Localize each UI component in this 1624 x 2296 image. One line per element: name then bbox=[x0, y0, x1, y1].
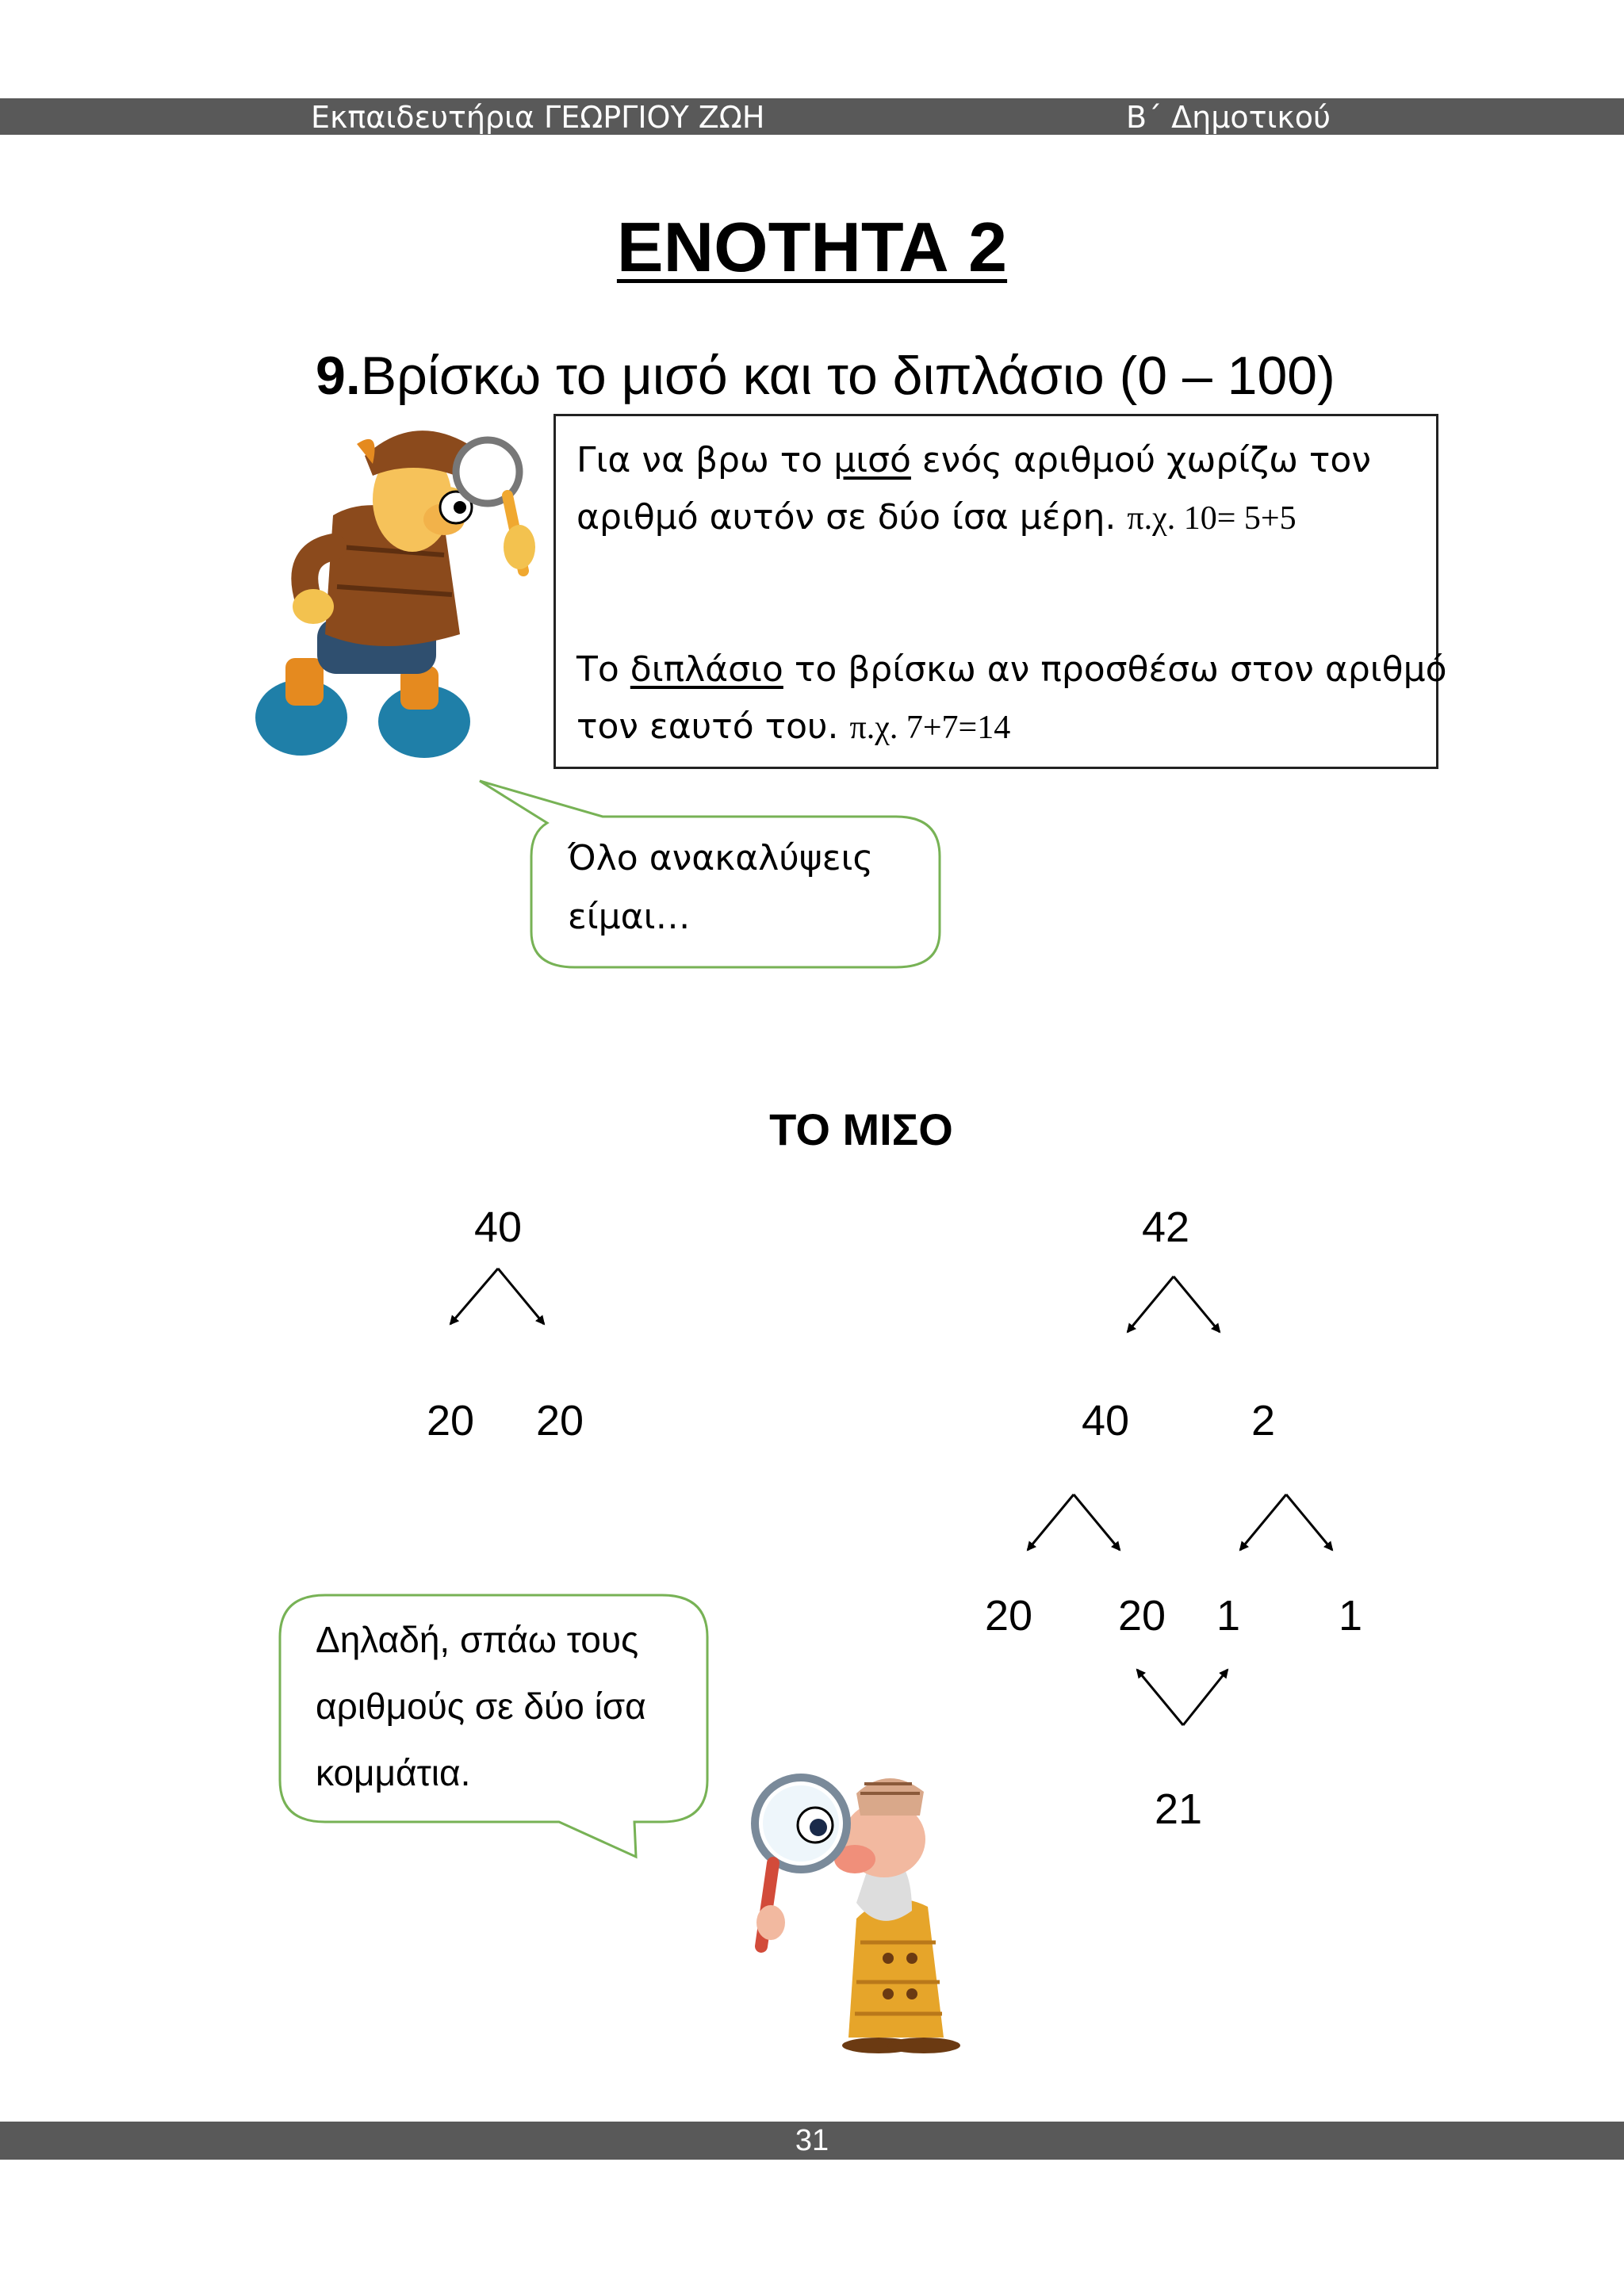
header-grade: Β΄ Δημοτικού bbox=[1126, 100, 1331, 135]
section-heading: ΤΟ ΜΙΣΟ bbox=[769, 1104, 953, 1154]
right-tree-result: 21 bbox=[1155, 1785, 1203, 1833]
speech-bubble-bottom-text: Δηλαδή, σπάω τους αριθμούς σε δύο ίσα κομμάτια. bbox=[316, 1619, 646, 1793]
right-tree-mid-right: 2 bbox=[1251, 1397, 1276, 1445]
right-tree-low-2: 20 bbox=[1118, 1592, 1166, 1640]
detective-boy-illustration bbox=[255, 430, 535, 758]
arrows-right-tree bbox=[1028, 1276, 1332, 1725]
right-tree-low-3: 1 bbox=[1216, 1592, 1241, 1640]
rule-half-line2: αριθμό αυτόν σε δύο ίσα μέρη. π.χ. 10= 5+5 bbox=[576, 497, 1297, 538]
underlined-double: διπλάσιο bbox=[630, 649, 783, 690]
rule-half-line1: Για να βρω το μισό ενός αριθμού χωρίζω τον bbox=[576, 440, 1371, 480]
rule-double-line2: τον εαυτό του. π.χ. 7+7=14 bbox=[576, 706, 1011, 747]
footer-bar bbox=[0, 2122, 1624, 2160]
right-tree-mid-left: 40 bbox=[1082, 1397, 1130, 1445]
rule-half-example: π.χ. 10= 5+5 bbox=[1127, 500, 1297, 537]
lesson-title-text: Βρίσκω το μισό και το διπλάσιο (0 – 100) bbox=[360, 346, 1335, 406]
left-tree-right: 20 bbox=[536, 1397, 584, 1445]
speech-bubble-top-text: Όλο ανακαλύψεις είμαι… bbox=[568, 838, 874, 937]
arrows-left-tree bbox=[450, 1269, 544, 1324]
left-tree-left: 20 bbox=[427, 1397, 475, 1445]
lesson-number: 9. bbox=[316, 346, 361, 406]
left-tree-top: 40 bbox=[474, 1203, 523, 1251]
right-tree-top: 42 bbox=[1142, 1203, 1190, 1251]
rule-double-line1: Το διπλάσιο το βρίσκω αν προσθέσω στον αριθμό bbox=[576, 649, 1447, 690]
underlined-half: μισό bbox=[833, 440, 911, 480]
right-tree-low-1: 20 bbox=[985, 1592, 1033, 1640]
unit-title: ΕΝΟΤΗΤΑ 2 bbox=[616, 208, 1008, 286]
page-number: 31 bbox=[795, 2124, 829, 2157]
rule-double-example: π.χ. 7+7=14 bbox=[849, 710, 1011, 746]
old-detective-illustration bbox=[755, 1777, 960, 2053]
header-school-name: Εκπαιδευτήρια ΓΕΩΡΓΙΟΥ ΖΩΗ bbox=[311, 100, 765, 135]
right-tree-low-4: 1 bbox=[1339, 1592, 1363, 1640]
